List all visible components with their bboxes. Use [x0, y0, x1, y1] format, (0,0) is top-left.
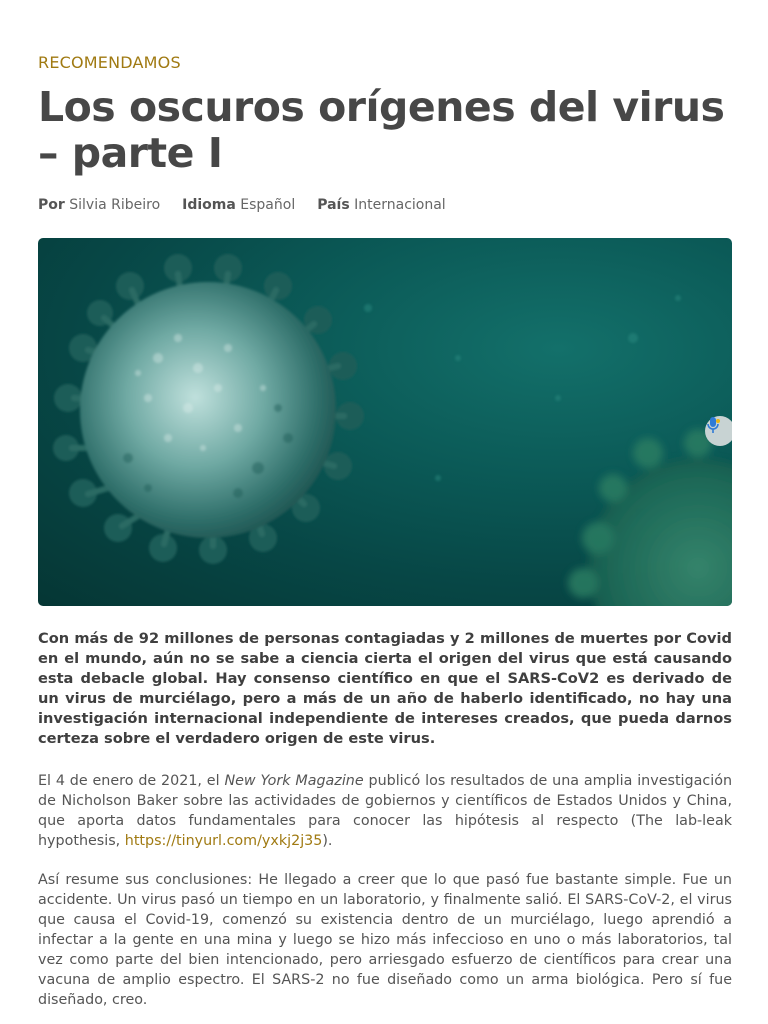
mic-button[interactable]	[705, 416, 732, 446]
paragraph-1-end: ).	[322, 833, 333, 849]
paragraph-1-start: El 4 de enero de 2021, el	[38, 773, 225, 789]
meta-country-value[interactable]: Internacional	[354, 197, 446, 213]
meta-country	[317, 197, 445, 213]
meta-country-label: País	[317, 197, 350, 213]
meta-author-label: Por	[38, 197, 65, 213]
meta-language-value[interactable]: Español	[240, 197, 296, 213]
article-paragraph-2: Así resume sus conclusiones: He llegado a creer que lo que pasó fue bastante simple. Fue un accidente. Un virus pasó un tiempo en un laboratorio, y finalmente salió. El SARS-CoV-2, el virus que causa el Covid-19, comenzó su existencia dentro de un murciélago, luego aprendió a infectar a la gente en una mina y luego se hizo más infeccioso en uno o más laboratorios, tal vez como parte del bien intencionado, pero arriesgado esfuerzo de científicos para crear una vacuna de amplio espectro. El SARS-2 no fue diseñado como un arma biológica. Pero sí fue diseñado, creo.	[38, 872, 732, 1008]
article-meta	[38, 197, 446, 213]
article-lead: Con más de 92 millones de personas contagiadas y 2 millones de muertes por Covid en el mundo, aún no se sabe a ciencia cierta el origen del virus que está causando esta debacle global. Hay consenso científico en que el SARS-CoV2 es derivado de un virus de murciélago, pero a más de un año de haberlo identificado, no hay una investigación internacional independiente de intereses creados, que pueda darnos certeza sobre el verdadero origen de este virus.	[38, 630, 732, 747]
article-paragraph-1	[38, 771, 732, 851]
article-title: Los oscuros orígenes del virus – parte I	[38, 83, 725, 177]
meta-author-value[interactable]: Silvia Ribeiro	[69, 197, 161, 213]
meta-language	[182, 197, 295, 213]
hero-image	[38, 238, 732, 606]
source-link[interactable]: https://tinyurl.com/yxkj2j35	[124, 833, 323, 849]
meta-author	[38, 197, 160, 213]
coronavirus-illustration	[38, 238, 732, 606]
section-kicker[interactable]: RECOMENDAMOS	[38, 53, 181, 72]
magazine-name: New York Magazine	[224, 773, 364, 789]
meta-language-label: Idioma	[182, 197, 236, 213]
paragraph-1-middle: publicó los resultados de una amplia investigación de Nicholson Baker sobre las actividades de gobiernos y científicos de Estados Unidos y China, que aporta datos fundamentales para conocer las hipótesis al respecto (The lab-leak hypothesis,	[38, 773, 733, 849]
